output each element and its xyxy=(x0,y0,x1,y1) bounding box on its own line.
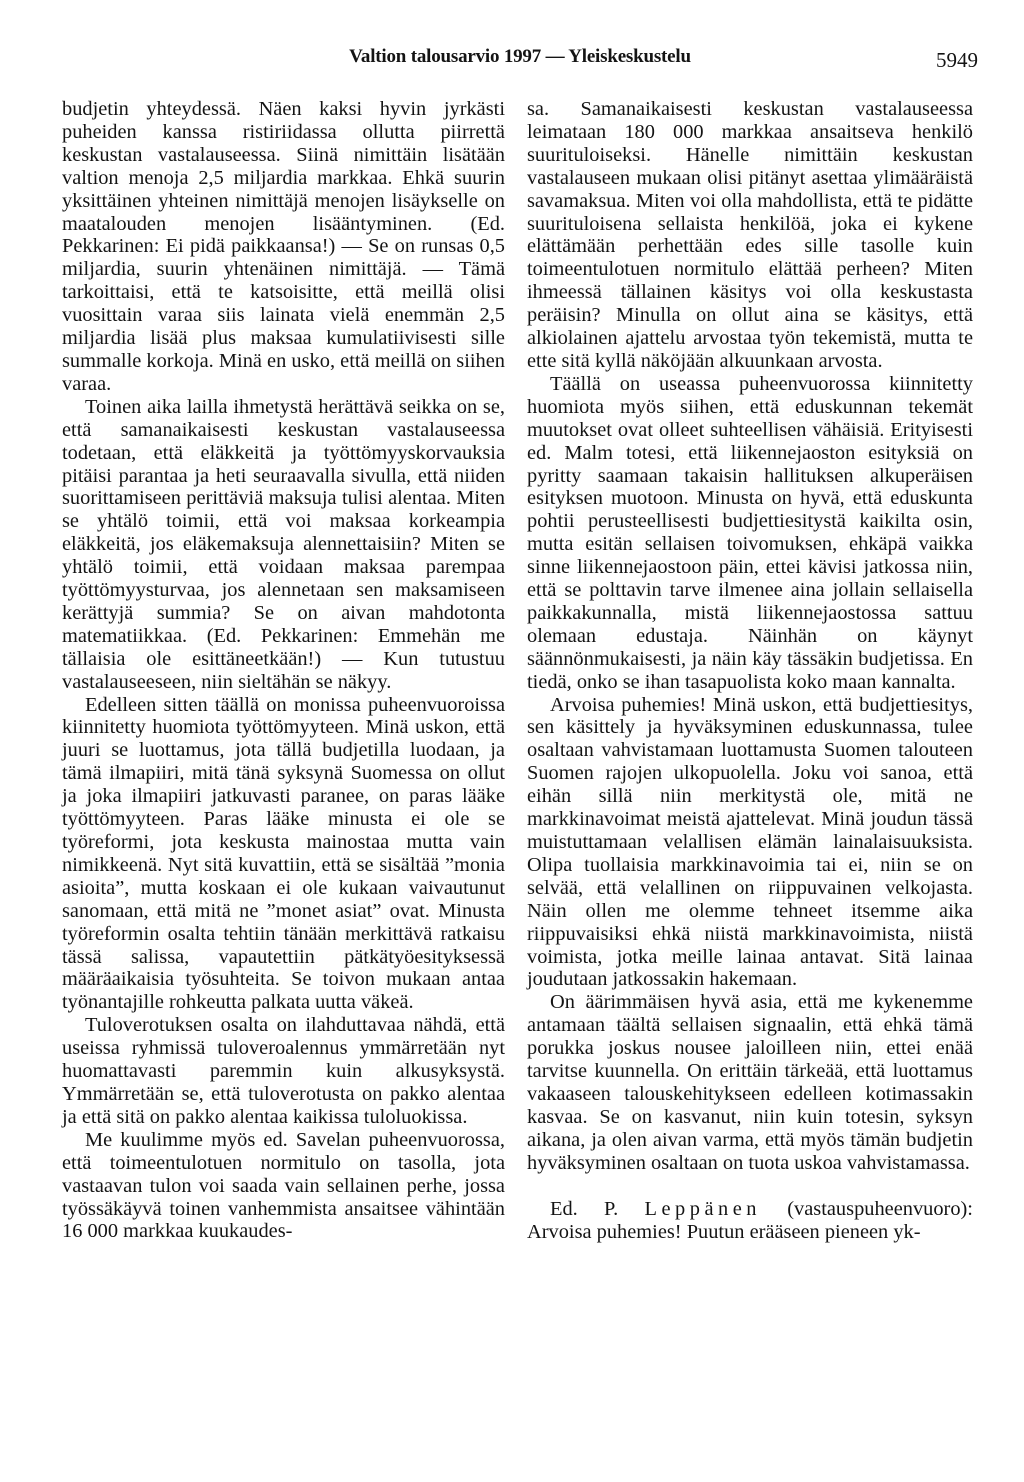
paragraph: Me kuulimme myös ed. Savelan puheenvuorossa, että toimeentulotuen normitulo on tasolla, jota vastaavan tulon voi saada vain sellainen perhe, jossa työssäkäyvä toinen vanhemmista ansaitsee vähintään 16 000 markkaa kuukaudes- xyxy=(62,1128,505,1243)
right-column xyxy=(527,98,973,1243)
paragraph: On äärimmäisen hyvä asia, että me kykenemme antamaan täältä sellaisen signaalin, että ehkä tämä porukka joskus nousee jaloilleen niin, ettei enää tarvitse kuunnella. On erittäin tärkeää, että luottamus vakaaseen talouskehitykseen edelleen kotimassakin kasvaa. Se on kasvanut, niin kuin totesin, syksyn aikana, ja olen aivan varma, että myös tämän budjetin hyväksyminen osaltaan on tuota uskoa vahvistamassa. xyxy=(527,991,973,1174)
paragraph: Täällä on useassa puheenvuorossa kiinnitetty huomiota myös siihen, että eduskunnan tekemät muutokset ovat olleet suhteellisen vähäisiä. Erityisesti ed. Malm totesi, että liikennejaoston esityksiä on pyritty saamaan takaisin hallituksen alkuperäisen esityksen muotoon. Minusta on hyvä, että eduskunta pohtii perusteellisesti budjettiesitystä kaikilta osin, mutta esitän sellaisen toivomuksen, ehkäpä vaikka sinne liikennejaostoon päin, ettei kävisi jatkossa niin, että se polttavin tarve ilmenee aina jollain sellaisella paikkakunnalla, mistä liikennejaostossa sattuu olemaan edustaja. Näinhän on käynyt säännönmukaisesti, ja näin käy tässäkin budjetissa. En tiedä, onko se ihan tasapuolista koko maan kannalta. xyxy=(527,372,973,693)
paragraph: Arvoisa puhemies! Minä uskon, että budjettiesitys, sen käsittely ja hyväksyminen eduskunnassa, tulee osaltaan vahvistamaan luottamusta Suomen talouteen Suomen rajojen ulkopuolella. Joku voi sanoa, että eihän sillä niin merkitystä ole, mitä ne markkinavoimat meistä ajattelevat. Minä joudun tässä muistuttamaan velallisen elämän lainalaisuuksista. Olipa tuollaisia markkinavoimia tai ei, niin se on selvää, että velallinen on riippuvainen velkojasta. Näin ollen me olemme tehneet itsemme aika riippuvaisiksi ehkä niistä markkinavoimista, niistä voimista, jotka meille lainaa antavat. Sitä lainaa joudutaan jatkossakin hakemaan. xyxy=(527,693,973,991)
paragraph: sa. Samanaikaisesti keskustan vastalauseessa leimataan 180 000 markkaa ansaitseva henkilö suurituloiseksi. Hänelle nimittäin keskustan vastalauseen mukaan olisi pitänyt asettaa ylimääräistä savamaksua. Miten voi olla mahdollista, että te pidätte suurituloisena sellaista henkilöä, joka ei kykene elättämään perhettään edes sille tasolle kuin toimeentulotuen normitulo elättää perheen? Miten ihmeessä tällainen käsitys voi olla keskustasta peräisin? Minulla on ollut aina se käsitys, että alkiolainen ajattelu arvostaa työn tekemistä, mutta te ette sitä kyllä näköjään alkuunkaan arvosta. xyxy=(527,98,973,372)
page-number: 5949 xyxy=(936,48,978,72)
running-title: Valtion talousarvio 1997 — Yleiskeskustelu xyxy=(349,46,691,67)
paragraph: Toinen aika lailla ihmetystä herättävä seikka on se, että samanaikaisesti keskustan vastalauseessa todetaan, että eläkkeitä ja työttömyyskorvauksia pitäisi parantaa ja heti seuraavalla sivulla, että niiden suorittamiseen perittäviä maksuja tulisi alentaa. Miten se yhtälö toimii, että voi maksaa korkeampia eläkkeitä, jos eläkemaksuja alennettaisiin? Miten se yhtälö toimii, että voidaan maksaa parempaa työttömyysturvaa, jos alennetaan sen maksamiseen kerättyjä summia? Se on aivan mahdotonta matematiikkaa. (Ed. Pekkarinen: Emmehän me tällaisia ole esittäneetkään!) — Kun tutustuu vastalauseeseen, niin sieltähän se näkyy. xyxy=(62,395,505,693)
paragraph: Edelleen sitten täällä on monissa puheenvuoroissa kiinnitetty huomiota työttömyyteen. Minä uskon, että juuri se luottamus, jota tällä budjetilla luodaan, ja tämä ilmapiiri, mitä tänä syksynä Suomessa on ollut ja joka ilmapiiri jatkuvasti paranee, on paras lääke työttömyyteen. Paras lääke minusta ei ole se työreformi, jota keskusta mainostaa mutta vain nimikkeenä. Nyt sitä kuvattiin, että se sisältää ”monia asioita”, mutta koskaan ei ole kukaan vaivautunut sanomaan, että mitä ne ”monet asiat” ovat. Minusta työreformin osalta tehtiin tänään merkittävä ratkaisu tässä salissa, vapautettiin pätkätyöesityksessä määräaikaisia työsuhteita. Se toivon mukaan antaa työnantajille rohkeutta palkata uutta väkeä. xyxy=(62,693,505,1014)
page-header xyxy=(62,46,978,76)
speaker-name: Leppänen xyxy=(644,1197,761,1220)
speaker-note: (vastauspuheenvuoro): xyxy=(787,1197,973,1220)
paragraph: budjetin yhteydessä. Näen kaksi hyvin jyrkästi puheiden kanssa ristiriidassa ollutta piirrettä keskustan vastalauseessa. Siinä nimittäin lisätään valtion menoja 2,5 miljardia markkaa. Ehkä suurin yksittäinen yhteinen nimittäjä menojen lisäykselle on maatalouden menojen lisääntyminen. (Ed. Pekkarinen: Ei pidä paikkaansa!) — Se on runsas 0,5 miljardia, suurin yhtenäinen nimittäjä. — Tämä tarkoittaisi, että te katsoisitte, että meillä olisi vuosittain varaa siis lainata vielä enemmän 2,5 miljardia lisää plus maksaa kumulatiivisesti sille summalle korkoja. Minä en usko, että meillä on siihen varaa. xyxy=(62,98,505,395)
speaker-text: Arvoisa puhemies! Puutun erääseen pieneen yk- xyxy=(527,1220,921,1243)
speaker-paragraph xyxy=(527,1198,973,1244)
speaker-title: Ed. P. xyxy=(550,1197,619,1220)
paragraph: Tuloverotuksen osalta on ilahduttavaa nähdä, että useissa ryhmissä tuloveroalennus ymmärretään nyt huomattavasti paremmin kuin alkusyksystä. Ymmärretään se, että tuloverotusta on pakko alentaa ja että sitä on pakko alentaa kaikissa tuloluokissa. xyxy=(62,1014,505,1128)
left-column xyxy=(62,98,505,1243)
